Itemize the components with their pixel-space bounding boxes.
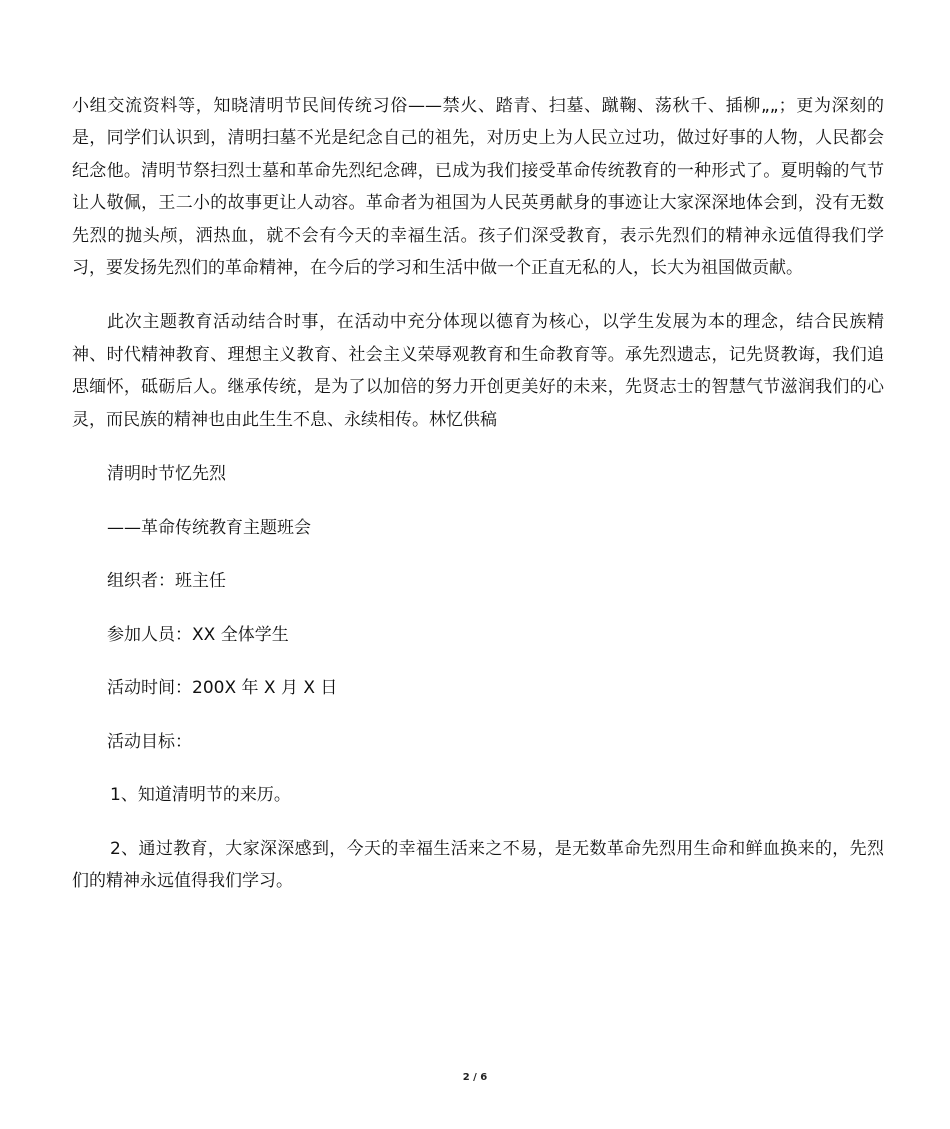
section-title: 清明时节忆先烈	[107, 464, 226, 485]
body-paragraph: 小组交流资料等，知晓清明节民间传统习俗——禁火、踏青、扫墓、蹴鞠、荡秋千、插柳„„；更为深刻的是，同学们认识到，清明扫墓不光是纪念自己的祖先，对历史上为人民立过功，做过好事的人物，人民都会纪念他。清明节祭扫烈士墓和革命先烈纪念碑，已成为我们接受革命传统教育的一种形式了。夏明翰的气节让人敬佩，王二小的故事更让人动容。革命者为祖国为人民英勇献身的事迹让大家深深地体会到，没有无数先烈的抛头颅，洒热血，就不会有今天的幸福生活。孩子们深受教育，表示先烈们的精神永远值得我们学习，要发扬先烈们的革命精神，在今后的学习和生活中做一个正直无私的人，长大为祖国做贡献。	[72, 96, 884, 279]
organizer-line: 组织者：班主任	[107, 571, 226, 592]
activity-time-line: 活动时间：200X 年 X 月 X 日	[107, 678, 338, 699]
page-number: 2 / 6	[462, 1072, 488, 1083]
document-page	[72, 90, 884, 919]
participants-line: 参加人员：XX 全体学生	[107, 624, 289, 645]
body-paragraph: 此次主题教育活动结合时事，在活动中充分体现以德育为核心，以学生发展为本的理念，结合民族精神、时代精神教育、理想主义教育、社会主义荣辱观教育和生命教育等。承先烈遗志，记先贤教诲，我们追思缅怀，砥砺后人。继承传统，是为了以加倍的努力开创更美好的未来，先贤志士的智慧气节滋润我们的心灵，而民族的精神也由此生生不息、永续相传。林忆供稿	[72, 312, 884, 430]
goals-heading: 活动目标：	[107, 731, 192, 752]
section-subtitle: ——革命传统教育主题班会	[107, 517, 311, 538]
goal-item: 1、知道清明节的来历。	[110, 785, 291, 806]
goal-item: 2、通过教育，大家深深感到，今天的幸福生活来之不易，是无数革命先烈用生命和鲜血换来的，先烈们的精神永远值得我们学习。	[72, 838, 884, 892]
